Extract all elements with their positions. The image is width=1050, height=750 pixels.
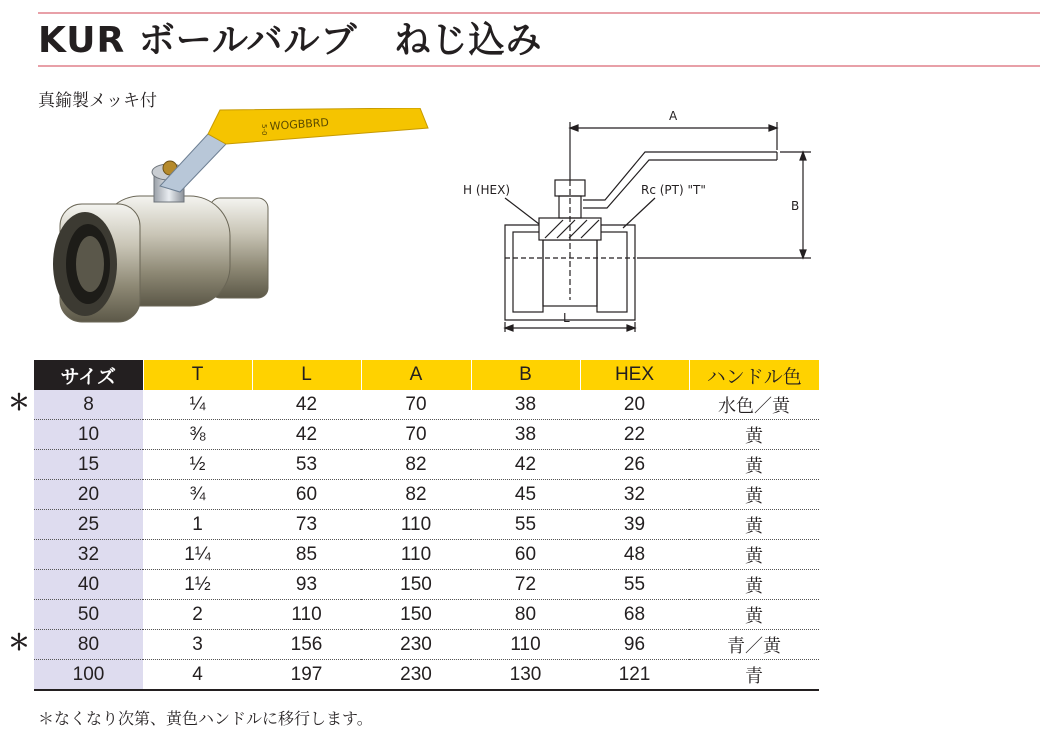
cell-handle: 黄 bbox=[689, 420, 819, 450]
table-row bbox=[34, 450, 819, 480]
cell-handle: 黄 bbox=[689, 570, 819, 600]
cell-handle: 黄 bbox=[689, 510, 819, 540]
cell-hex: 68 bbox=[580, 600, 689, 630]
table-row bbox=[34, 480, 819, 510]
header-hex: HEX bbox=[580, 360, 689, 390]
cell-t: 1¼ bbox=[143, 540, 252, 570]
cell-b: 60 bbox=[471, 540, 580, 570]
table-row bbox=[34, 660, 819, 691]
cell-t: ½ bbox=[143, 450, 252, 480]
cell-hex: 55 bbox=[580, 570, 689, 600]
cell-a: 110 bbox=[361, 540, 471, 570]
cell-l: 85 bbox=[252, 540, 361, 570]
hex-callout-label: H (HEX) bbox=[463, 183, 511, 197]
cell-a: 230 bbox=[361, 660, 471, 691]
discontinued-marker: ＊ bbox=[8, 631, 31, 656]
header-size: サイズ bbox=[34, 360, 143, 390]
cell-size: 20 bbox=[34, 480, 143, 510]
cell-t: 1 bbox=[143, 510, 252, 540]
cell-b: 45 bbox=[471, 480, 580, 510]
material-subtitle: 真鍮製メッキ付 bbox=[38, 91, 157, 111]
cell-hex: 39 bbox=[580, 510, 689, 540]
cell-l: 73 bbox=[252, 510, 361, 540]
cell-b: 80 bbox=[471, 600, 580, 630]
cell-l: 93 bbox=[252, 570, 361, 600]
table-row bbox=[34, 540, 819, 570]
handle-brand-print: WOGBBRD bbox=[269, 115, 330, 133]
dimension-b-label: B bbox=[791, 199, 800, 213]
table-header-row bbox=[34, 360, 819, 390]
cell-size: 50 bbox=[34, 600, 143, 630]
cell-l: 53 bbox=[252, 450, 361, 480]
cell-hex: 32 bbox=[580, 480, 689, 510]
cell-l: 42 bbox=[252, 390, 361, 420]
header-a: A bbox=[361, 360, 471, 390]
cell-handle: 黄 bbox=[689, 450, 819, 480]
cell-handle: 黄 bbox=[689, 540, 819, 570]
cell-l: 60 bbox=[252, 480, 361, 510]
cell-a: 82 bbox=[361, 450, 471, 480]
cell-hex: 20 bbox=[580, 390, 689, 420]
cell-l: 197 bbox=[252, 660, 361, 691]
cell-b: 42 bbox=[471, 450, 580, 480]
discontinued-marker: ＊ bbox=[8, 391, 31, 416]
cell-a: 150 bbox=[361, 600, 471, 630]
header-t: T bbox=[143, 360, 252, 390]
table-row bbox=[34, 630, 819, 660]
cell-a: 70 bbox=[361, 420, 471, 450]
cell-size: 8 bbox=[34, 390, 143, 420]
page-title: KUR ボールバルブ ねじ込み bbox=[38, 20, 543, 61]
table-row bbox=[34, 570, 819, 600]
cell-b: 130 bbox=[471, 660, 580, 691]
cell-t: ¾ bbox=[143, 480, 252, 510]
cell-size: 100 bbox=[34, 660, 143, 691]
cell-size: 10 bbox=[34, 420, 143, 450]
cell-hex: 48 bbox=[580, 540, 689, 570]
cell-b: 72 bbox=[471, 570, 580, 600]
cell-hex: 26 bbox=[580, 450, 689, 480]
spec-table bbox=[34, 360, 819, 691]
cell-a: 70 bbox=[361, 390, 471, 420]
cell-a: 150 bbox=[361, 570, 471, 600]
cell-handle: 水色／黄 bbox=[689, 390, 819, 420]
table-row bbox=[34, 510, 819, 540]
cell-handle: 青／黄 bbox=[689, 630, 819, 660]
footnote: ＊なくなり次第、黄色ハンドルに移行します。 bbox=[38, 709, 373, 728]
cell-l: 156 bbox=[252, 630, 361, 660]
header-b: B bbox=[471, 360, 580, 390]
dimension-l-label: L bbox=[563, 311, 570, 325]
cell-t: 2 bbox=[143, 600, 252, 630]
thread-callout-label: Rc (PT) "T" bbox=[641, 183, 706, 197]
handle-rating-print: 5-0 bbox=[260, 124, 268, 136]
cell-handle: 黄 bbox=[689, 480, 819, 510]
cell-b: 38 bbox=[471, 390, 580, 420]
cell-b: 38 bbox=[471, 420, 580, 450]
top-rule bbox=[38, 12, 1040, 14]
cell-hex: 96 bbox=[580, 630, 689, 660]
cell-b: 55 bbox=[471, 510, 580, 540]
cell-size: 25 bbox=[34, 510, 143, 540]
cell-handle: 青 bbox=[689, 660, 819, 691]
cell-l: 110 bbox=[252, 600, 361, 630]
cell-t: 4 bbox=[143, 660, 252, 691]
table-row bbox=[34, 390, 819, 420]
cell-handle: 黄 bbox=[689, 600, 819, 630]
cell-a: 110 bbox=[361, 510, 471, 540]
cell-t: 1½ bbox=[143, 570, 252, 600]
header-l: L bbox=[252, 360, 361, 390]
header-handle-color: ハンドル色 bbox=[689, 360, 819, 390]
cell-t: ⅜ bbox=[143, 420, 252, 450]
dimension-drawing bbox=[455, 100, 835, 340]
cell-a: 82 bbox=[361, 480, 471, 510]
title-underline bbox=[38, 65, 1040, 67]
cell-t: ¼ bbox=[143, 390, 252, 420]
cell-size: 15 bbox=[34, 450, 143, 480]
table-row bbox=[34, 420, 819, 450]
cell-size: 40 bbox=[34, 570, 143, 600]
cell-hex: 121 bbox=[580, 660, 689, 691]
cell-t: 3 bbox=[143, 630, 252, 660]
ball-valve-photo bbox=[30, 108, 440, 348]
cell-a: 230 bbox=[361, 630, 471, 660]
cell-l: 42 bbox=[252, 420, 361, 450]
dimension-a-label: A bbox=[669, 109, 678, 123]
cell-hex: 22 bbox=[580, 420, 689, 450]
cell-size: 32 bbox=[34, 540, 143, 570]
cell-size: 80 bbox=[34, 630, 143, 660]
cell-b: 110 bbox=[471, 630, 580, 660]
table-row bbox=[34, 600, 819, 630]
